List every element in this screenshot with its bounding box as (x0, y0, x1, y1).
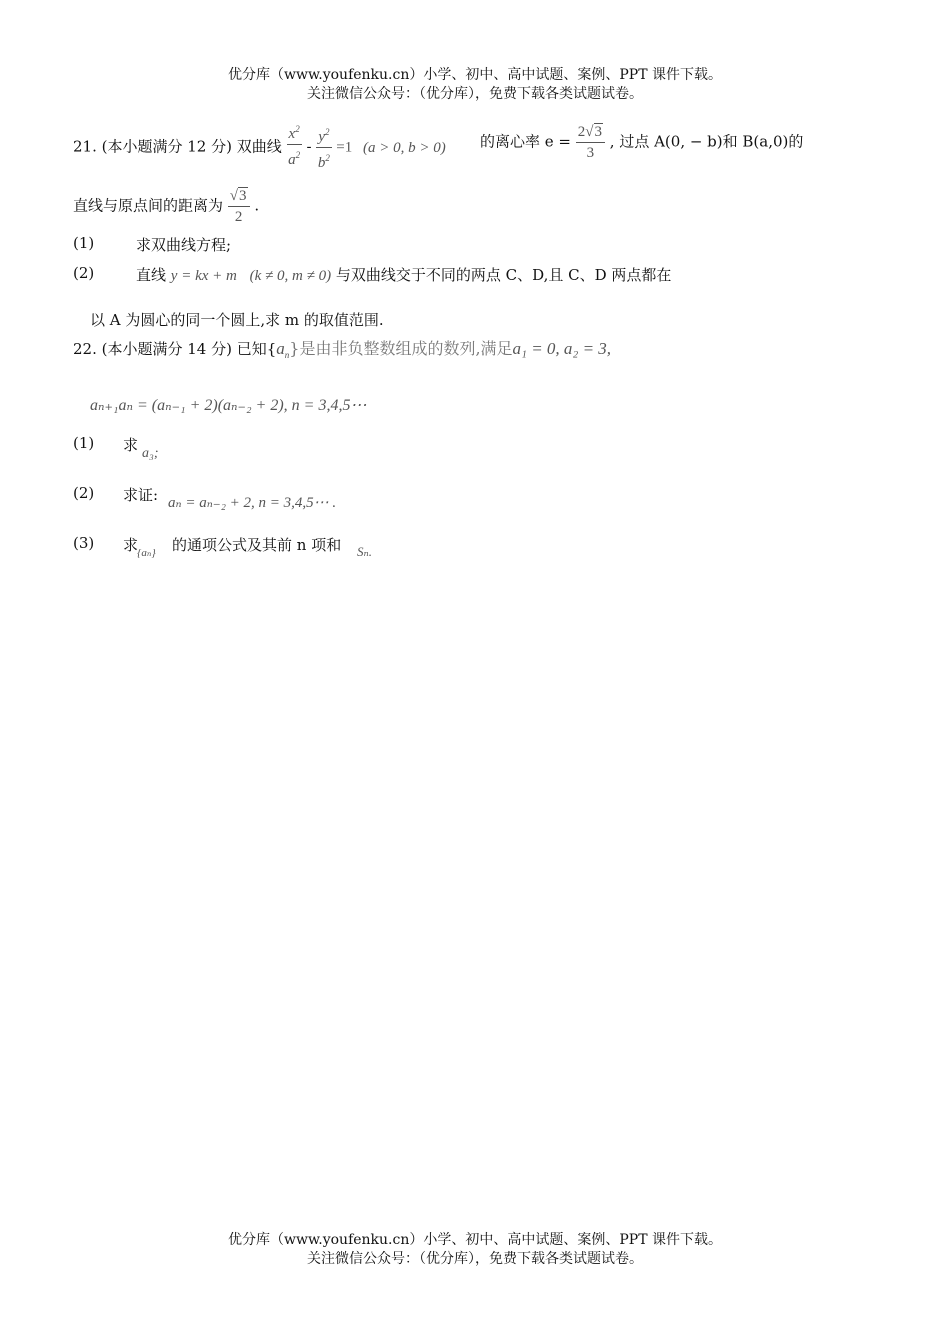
q22-p2-text: 求证: (123, 486, 159, 504)
q22-p1-expr: a₃; (142, 446, 159, 461)
q21-eq-rhs: =1 (336, 139, 353, 156)
q22-p1-num: (1) (73, 434, 95, 452)
page-footer-line1: 优分库（www.youfenku.cn）小学、初中、高中试题、案例、PPT 课件下载。 (227, 1232, 722, 1248)
q22-p3-sn: Sₙ. (357, 544, 373, 559)
q21-line2-text: 直线与原点间的距离为 (73, 196, 224, 215)
q22-p3-set: {aₙ} (137, 547, 156, 559)
q21-p2-line2: 以 A 为圆心的同一个圆上,求 m 的取值范围. (90, 311, 384, 329)
q21-p2-expr: y = kx + m (170, 268, 237, 284)
q21-minus: - (306, 137, 312, 156)
q22-desc: }是由非负整数组成的数列,满足 (289, 339, 513, 358)
q21-frac-x: $\frac{x^2}{a^2}$ (287, 119, 302, 170)
q22-recurrence: aₙ₊₁aₙ = (aₙ₋₁ + 2)(aₙ₋₂ + 2), n = 3,4,5⋯ (90, 397, 367, 414)
q21-after-e: , 过点 A(0, − b)和 B(a,0)的 (609, 132, 804, 151)
q22-prefix: 22. (本小题满分 14 分) 已知{ (73, 340, 277, 358)
q22-p3-mid: 的通项公式及其前 n 项和 (172, 536, 342, 554)
q21-p2 (136, 264, 671, 285)
q22-p2-expr: aₙ = aₙ₋₂ + 2, n = 3,4,5⋯ . (168, 495, 337, 511)
q22-p2-num: (2) (73, 484, 95, 502)
q21-frac-e: $\frac{2√3}{3}$ (576, 122, 605, 163)
q22-p3-num: (3) (73, 534, 95, 552)
q21-line2 (73, 186, 259, 227)
q22-init: a₁ = 0, a₂ = 3, (512, 339, 612, 358)
q22-p3 (123, 534, 138, 555)
q21-line1-right (480, 122, 803, 163)
q22-an: a (276, 339, 285, 358)
q22-an-sub: n (284, 350, 290, 360)
q21-prefix: 21. (本小题满分 12 分) 双曲线 (73, 137, 282, 156)
q21-p1-num: (1) (73, 234, 95, 252)
q21-line1 (73, 122, 446, 173)
q21-p2-cond: (k ≠ 0, m ≠ 0) (249, 268, 332, 284)
page-header-line1: 优分库（www.youfenku.cn）小学、初中、高中试题、案例、PPT 课件下载。 (227, 67, 722, 83)
page-header-line2: 关注微信公众号：（优分库），免费下载各类试题试卷。 (307, 86, 643, 102)
q21-period: . (254, 196, 260, 215)
page-footer-line2: 关注微信公众号：（优分库），免费下载各类试题试卷。 (307, 1251, 643, 1267)
q21-condition: (a > 0, b > 0) (363, 139, 446, 156)
q21-p2-num: (2) (73, 264, 95, 282)
q21-frac-dist: $\frac{√3}{2}$ (228, 186, 250, 227)
q21-p1-text: 求双曲线方程; (136, 236, 232, 254)
q22-p1-text: 求 (123, 436, 139, 454)
q22-p3-text: 求 (123, 536, 139, 554)
q22-line1 (73, 336, 611, 360)
q21-p2-post: 与双曲线交于不同的两点 C、D,且 C、D 两点都在 (335, 266, 672, 284)
q21-frac-y: $\frac{y^2}{b^2}$ (316, 122, 331, 173)
q21-mid: 的离心率 e = (480, 132, 571, 151)
q21-p2-pre: 直线 (136, 266, 167, 284)
